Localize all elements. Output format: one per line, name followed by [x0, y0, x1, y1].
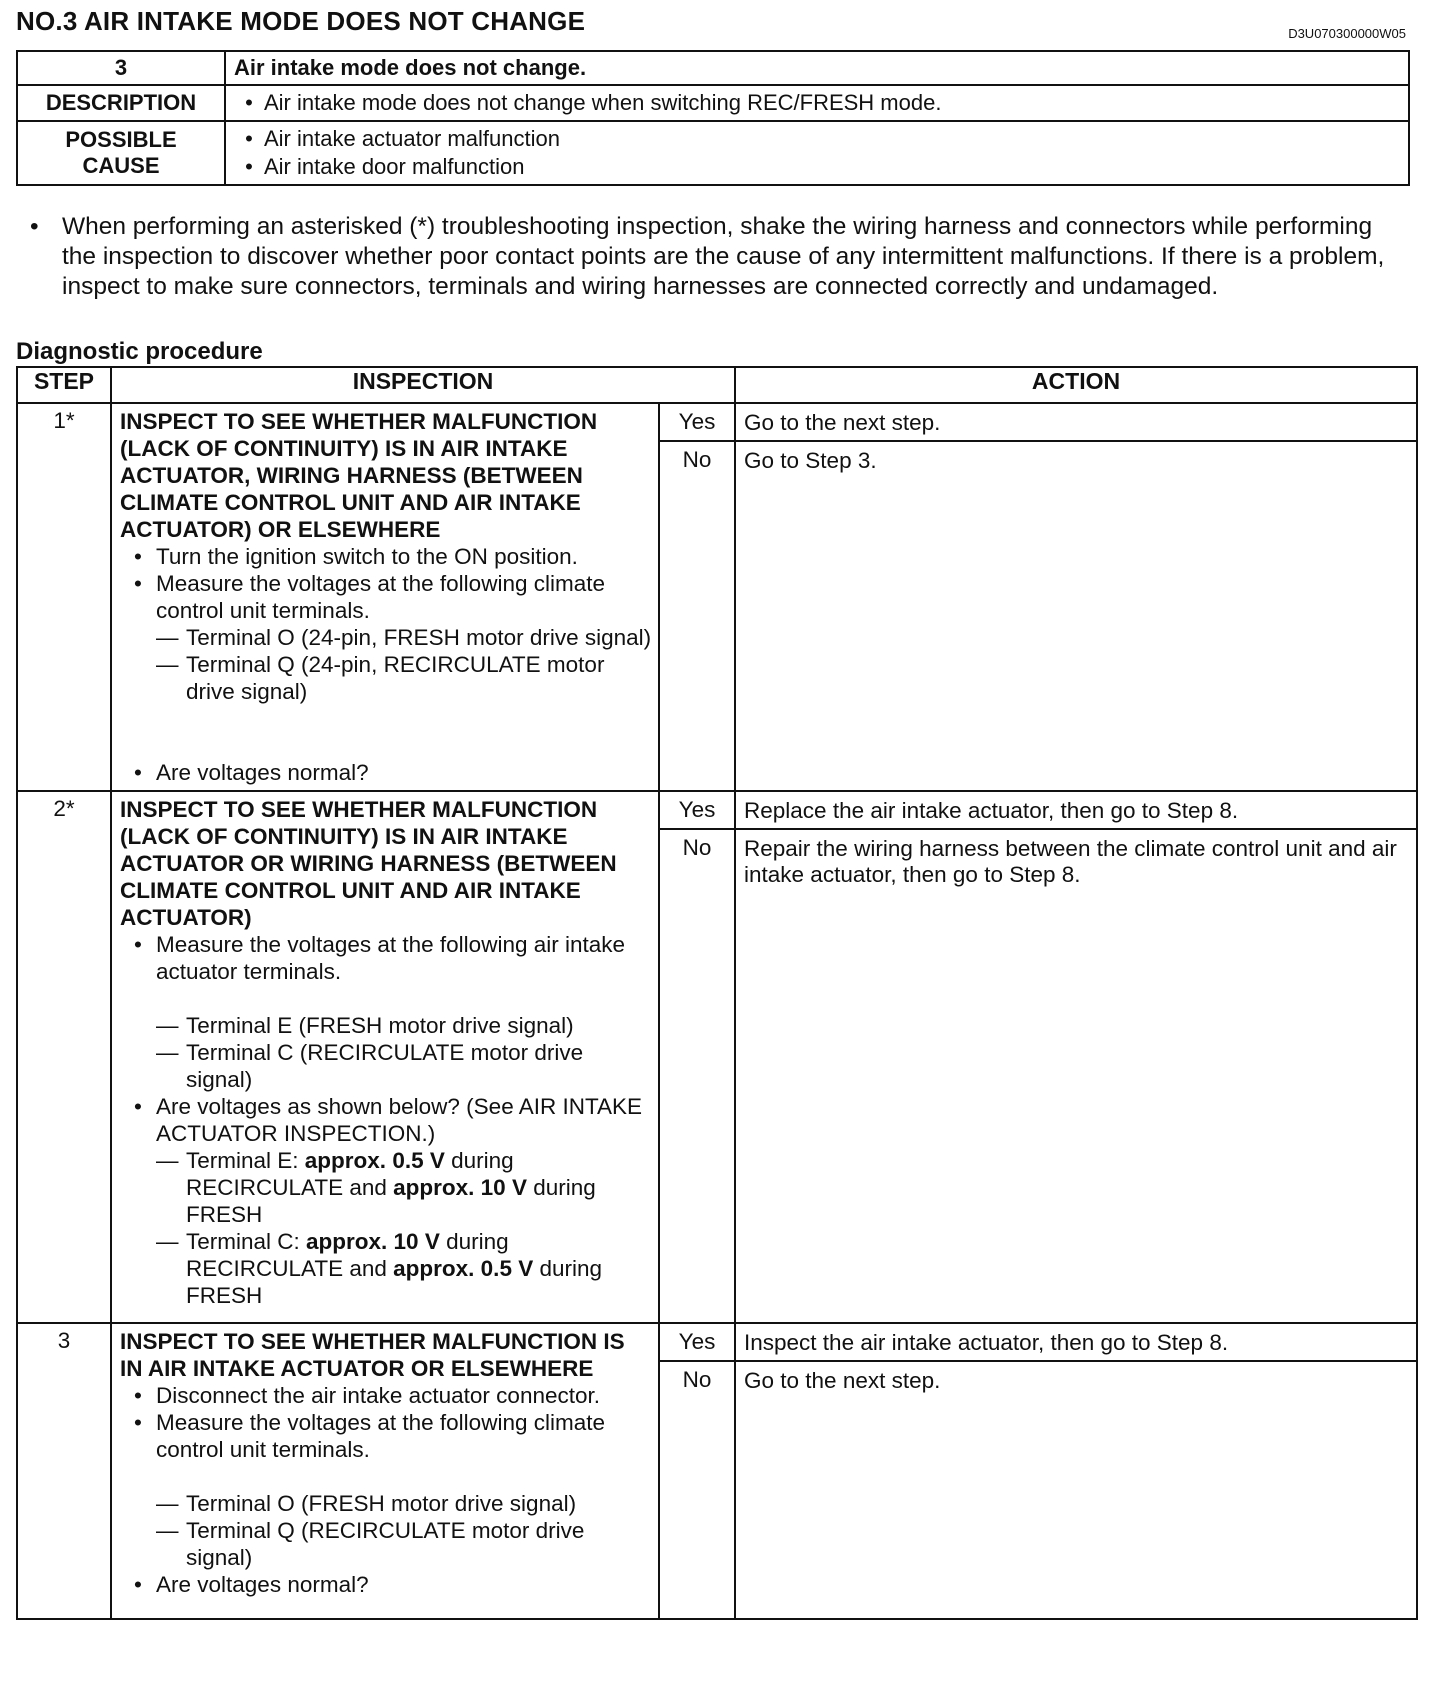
summary-number: 3 [17, 51, 225, 85]
header-step: STEP [17, 367, 111, 403]
bullet-icon: • [245, 154, 253, 179]
step-number: 1* [17, 403, 111, 791]
summary-header-row [17, 51, 1409, 85]
header-action: ACTION [735, 367, 1417, 403]
bullet-icon: • [134, 1572, 142, 1597]
terminal-item: Terminal Q (24-pin, RECIRCULATE motor drive signal) [186, 652, 605, 704]
note-text: When performing an asterisked (*) troubleshooting inspection, shake the wiring harness and connectors while performing the inspection to discover whether poor contact points are the cause of any intermittent malfunctions. If there is a problem, inspect to make sure connectors, terminals and wiring harnesses are connected correctly and undamaged. [62, 213, 1385, 300]
bullet-icon: • [30, 213, 39, 240]
bullet-icon: • [134, 571, 142, 596]
spec-text: during FRESH [186, 1256, 603, 1308]
inspection-note [30, 212, 1410, 302]
inspection-heading: INSPECT TO SEE WHETHER MALFUNCTION IS IN AIR INTAKE ACTUATOR OR ELSEWHERE [120, 1329, 625, 1381]
bullet-icon: • [134, 760, 142, 785]
terminal-spec [186, 1147, 652, 1228]
cause-label-line-1: POSSIBLE [65, 127, 177, 152]
header-inspection: INSPECTION [111, 367, 735, 403]
inspection-heading: INSPECT TO SEE WHETHER MALFUNCTION (LACK OF CONTINUITY) IS IN AIR INTAKE ACTUATOR OR WIRING HARNESS (BETWEEN CLIMATE CONTROL UNIT AND AIR INTAKE ACTUATOR) [120, 797, 617, 930]
no-label: No [659, 441, 735, 791]
spec-text: during FRESH [186, 1175, 596, 1227]
dash-icon: — [156, 1013, 179, 1038]
cause-row [17, 121, 1409, 185]
yes-label: Yes [659, 403, 735, 441]
spec-value: approx. 10 V [306, 1229, 440, 1254]
terminal-spec [186, 1228, 652, 1309]
spec-text: during RECIRCULATE and [186, 1148, 514, 1200]
description-cell [225, 85, 1409, 121]
inspection-cell [111, 403, 659, 791]
no-action: Go to Step 3. [735, 441, 1417, 791]
inspection-cell [111, 1323, 659, 1619]
yes-label: Yes [659, 791, 735, 829]
description-row [17, 85, 1409, 121]
inspection-bullet: Measure the voltages at the following climate control unit terminals. [156, 1410, 605, 1462]
spec-value: approx. 0.5 V [393, 1256, 534, 1281]
step-number: 3 [17, 1323, 111, 1619]
dash-icon: — [156, 1518, 179, 1543]
terminal-item: Terminal E (FRESH motor drive signal) [186, 1013, 574, 1038]
cause-item: Air intake door malfunction [264, 154, 525, 179]
description-label: DESCRIPTION [17, 85, 225, 121]
terminal-item: Terminal O (FRESH motor drive signal) [186, 1491, 577, 1516]
dash-icon: — [156, 1040, 179, 1065]
terminal-item: Terminal Q (RECIRCULATE motor drive signal) [186, 1518, 585, 1570]
inspection-bullet: Turn the ignition switch to the ON position. [156, 544, 578, 569]
bullet-icon: • [134, 1410, 142, 1435]
terminal-item: Terminal C (RECIRCULATE motor drive signal) [186, 1040, 584, 1092]
diagnostic-procedure-table [16, 366, 1418, 1620]
table-row [17, 791, 1417, 829]
bullet-icon: • [134, 1383, 142, 1408]
section-title: Diagnostic procedure [16, 338, 263, 365]
inspection-heading: INSPECT TO SEE WHETHER MALFUNCTION (LACK OF CONTINUITY) IS IN AIR INTAKE ACTUATOR, WIRING HARNESS (BETWEEN CLIMATE CONTROL UNIT AND AIR INTAKE ACTUATOR) OR ELSEWHERE [120, 409, 598, 542]
yes-action: Inspect the air intake actuator, then go to Step 8. [735, 1323, 1417, 1361]
table-row [17, 1323, 1417, 1361]
bullet-icon: • [134, 1094, 142, 1119]
dash-icon: — [156, 1491, 179, 1516]
inspection-bullet: Disconnect the air intake actuator connector. [156, 1383, 601, 1408]
bullet-icon: • [245, 90, 253, 115]
yes-action: Replace the air intake actuator, then go to Step 8. [735, 791, 1417, 829]
spec-value: approx. 0.5 V [304, 1148, 445, 1173]
inspection-cell [111, 791, 659, 1323]
yes-label: Yes [659, 1323, 735, 1361]
inspection-question: Are voltages normal? [156, 760, 369, 785]
inspection-bullet: Measure the voltages at the following climate control unit terminals. [156, 571, 605, 623]
no-label: No [659, 829, 735, 1323]
no-label: No [659, 1361, 735, 1619]
spec-text: during RECIRCULATE and [186, 1229, 509, 1281]
table-header-row [17, 367, 1417, 403]
step-number: 2* [17, 791, 111, 1323]
cause-cell [225, 121, 1409, 185]
bullet-icon: • [134, 932, 142, 957]
cause-label [17, 121, 225, 185]
yes-action: Go to the next step. [735, 403, 1417, 441]
table-row [17, 403, 1417, 441]
dash-icon: — [156, 1229, 179, 1254]
dash-icon: — [156, 625, 179, 650]
description-text: Air intake mode does not change when switching REC/FRESH mode. [264, 90, 942, 115]
spec-text: Terminal E: [186, 1148, 305, 1173]
inspection-question: Are voltages normal? [156, 1572, 369, 1597]
summary-heading: Air intake mode does not change. [225, 51, 1409, 85]
cause-item: Air intake actuator malfunction [264, 126, 560, 151]
cause-label-line-2: CAUSE [82, 153, 160, 178]
spec-text: Terminal C: [186, 1229, 307, 1254]
spec-value: approx. 10 V [393, 1175, 527, 1200]
no-action: Repair the wiring harness between the climate control unit and air intake actuator, then go to Step 8. [735, 829, 1417, 1323]
inspection-question: Are voltages as shown below? (See AIR INTAKE ACTUATOR INSPECTION.) [156, 1094, 643, 1146]
bullet-icon: • [134, 544, 142, 569]
inspection-bullet: Measure the voltages at the following air intake actuator terminals. [156, 932, 626, 984]
summary-table [16, 50, 1410, 186]
dash-icon: — [156, 1148, 179, 1173]
dash-icon: — [156, 652, 179, 677]
page-title: NO.3 AIR INTAKE MODE DOES NOT CHANGE [16, 6, 586, 36]
terminal-item: Terminal O (24-pin, FRESH motor drive signal) [186, 625, 652, 650]
no-action: Go to the next step. [735, 1361, 1417, 1619]
bullet-icon: • [245, 126, 253, 151]
document-code: D3U070300000W05 [1288, 26, 1406, 41]
